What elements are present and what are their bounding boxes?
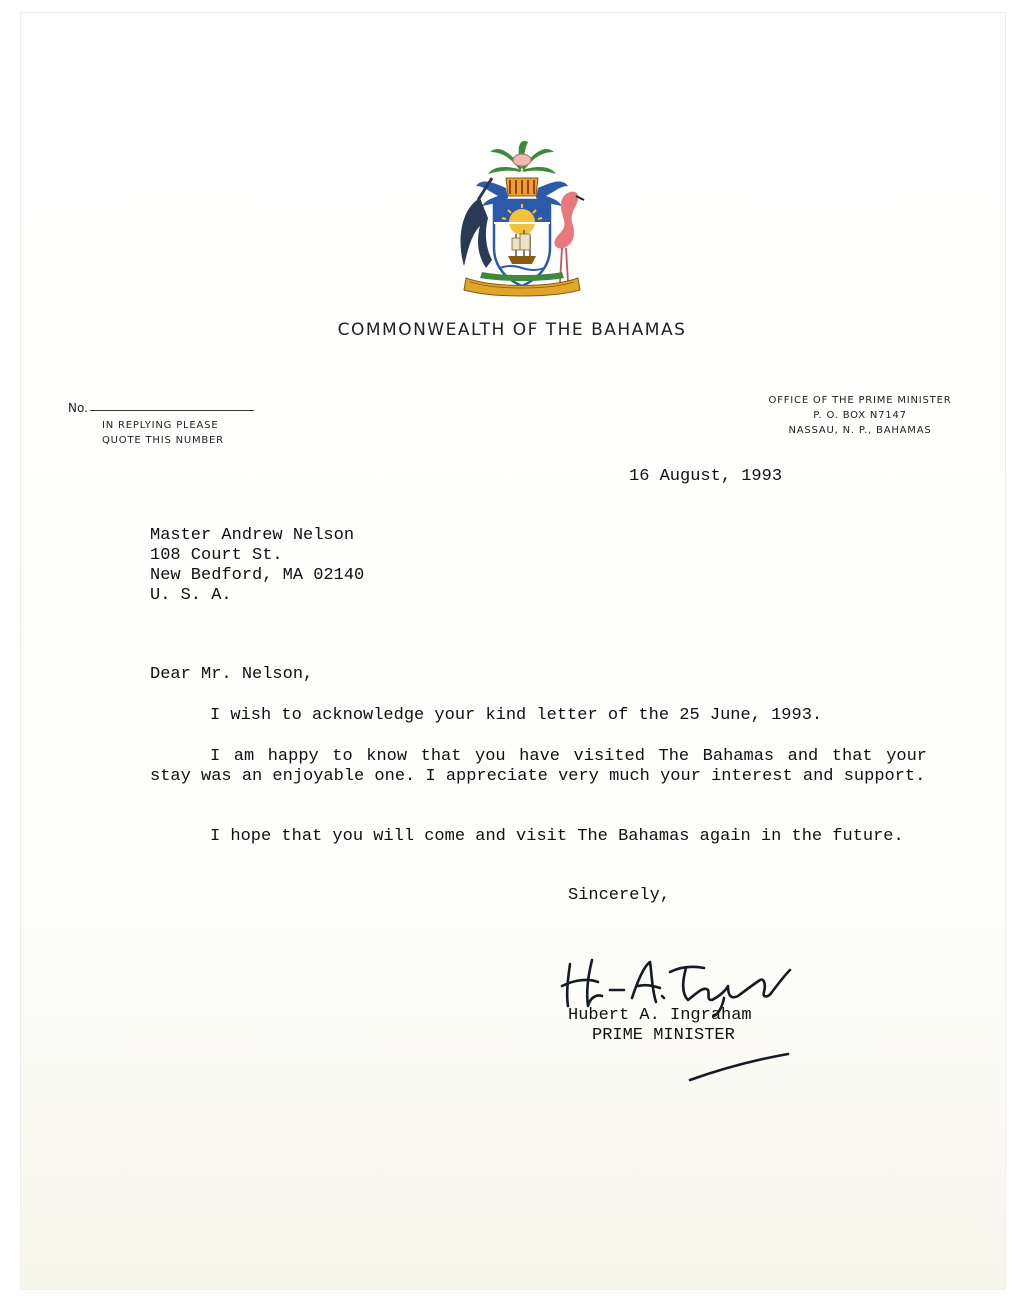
recipient-country: U. S. A.: [150, 586, 232, 605]
salutation: Dear Mr. Nelson,: [150, 665, 314, 684]
office-line1: OFFICE OF THE PRIME MINISTER: [768, 395, 952, 406]
office-address-block: [748, 393, 972, 438]
closing: Sincerely,: [568, 886, 671, 905]
reference-number-line: [90, 410, 254, 411]
signer-name: Hubert A. Ingraham: [568, 1006, 752, 1025]
reference-number-block: [68, 401, 254, 448]
reference-caption-line2: QUOTE THIS NUMBER: [102, 435, 224, 446]
body-paragraph: I am happy to know that you have visited The Bahamas and that your stay was an enjoyable one. I appreciate very much your interest and support.: [150, 747, 927, 786]
recipient-street: 108 Court St.: [150, 546, 283, 565]
recipient-address: [150, 526, 364, 606]
recipient-city: New Bedford, MA 02140: [150, 566, 365, 585]
letter-date: 16 August, 1993: [629, 467, 783, 486]
office-line2: P. O. BOX N7147: [813, 410, 907, 421]
recipient-name: Master Andrew Nelson: [150, 526, 355, 545]
handwritten-signature-icon: [558, 950, 803, 1095]
office-line3: NASSAU, N. P., BAHAMAS: [788, 425, 932, 436]
coat-of-arms-icon: [452, 138, 592, 302]
signer-title: PRIME MINISTER: [592, 1026, 735, 1045]
reference-caption-line1: IN REPLYING PLEASE: [102, 420, 219, 431]
letterhead-title: COMMONWEALTH OF THE BAHAMAS: [337, 320, 687, 340]
body-paragraph: I hope that you will come and visit The Bahamas again in the future.: [210, 827, 904, 846]
body-paragraph: I wish to acknowledge your kind letter of the 25 June, 1993.: [210, 706, 823, 725]
reference-number-label: No.: [68, 401, 88, 415]
